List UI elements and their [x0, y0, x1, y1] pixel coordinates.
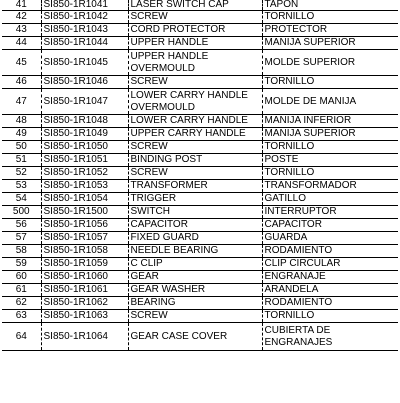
- description-spanish: MANIJA SUPERIOR: [262, 128, 398, 141]
- part-number: SI850-1R1052: [41, 167, 128, 180]
- description-english: TRANSFORMER: [128, 180, 262, 193]
- table-row: [2, 193, 398, 206]
- description-spanish: ARANDELA: [262, 284, 398, 297]
- item-number: 43: [2, 24, 41, 37]
- table-row: [2, 11, 398, 24]
- part-number: SI850-1R1047: [41, 89, 128, 115]
- table-row: [2, 180, 398, 193]
- part-number: SI850-1R1046: [41, 76, 128, 89]
- item-number: 57: [2, 232, 41, 245]
- part-number: SI850-1R1050: [41, 141, 128, 154]
- table-row: [2, 141, 398, 154]
- table-row: [2, 50, 398, 76]
- part-number: SI850-1R1045: [41, 50, 128, 76]
- description-spanish: GATILLO: [262, 193, 398, 206]
- part-number: SI850-1R1049: [41, 128, 128, 141]
- description-spanish: TORNILLO: [262, 310, 398, 323]
- part-number: SI850-1R1041: [41, 0, 128, 11]
- item-number: 60: [2, 271, 41, 284]
- item-number: 41: [2, 0, 41, 11]
- item-number: 52: [2, 167, 41, 180]
- description-spanish: MOLDE SUPERIOR: [262, 50, 398, 76]
- description-spanish: TAPON: [262, 0, 398, 11]
- item-number: 56: [2, 219, 41, 232]
- description-english: UPPER HANDLE OVERMOULD: [128, 50, 262, 76]
- description-english: GEAR CASE COVER: [128, 323, 262, 351]
- description-english: BINDING POST: [128, 154, 262, 167]
- part-number: SI850-1R1042: [41, 11, 128, 24]
- part-number: SI850-1R1044: [41, 37, 128, 50]
- description-english: SWITCH: [128, 206, 262, 219]
- part-number: SI850-1R1059: [41, 258, 128, 271]
- table-row: [2, 128, 398, 141]
- item-number: 44: [2, 37, 41, 50]
- description-spanish: TORNILLO: [262, 11, 398, 24]
- description-english: CAPACITOR: [128, 219, 262, 232]
- part-number: SI850-1R1051: [41, 154, 128, 167]
- description-spanish: POSTE: [262, 154, 398, 167]
- description-english: SCREW: [128, 167, 262, 180]
- part-number: SI850-1R1061: [41, 284, 128, 297]
- description-spanish: CAPACITOR: [262, 219, 398, 232]
- parts-table-body: [2, 0, 398, 351]
- table-row: [2, 310, 398, 323]
- item-number: 500: [2, 206, 41, 219]
- item-number: 53: [2, 180, 41, 193]
- table-row: [2, 24, 398, 37]
- part-number: SI850-1R1058: [41, 245, 128, 258]
- table-row: [2, 0, 398, 11]
- item-number: 63: [2, 310, 41, 323]
- description-english: SCREW: [128, 76, 262, 89]
- item-number: 58: [2, 245, 41, 258]
- description-english: LOWER CARRY HANDLE: [128, 115, 262, 128]
- item-number: 51: [2, 154, 41, 167]
- part-number: SI850-1R1048: [41, 115, 128, 128]
- description-spanish: TORNILLO: [262, 141, 398, 154]
- description-english: NEEDLE BEARING: [128, 245, 262, 258]
- description-english: TRIGGER: [128, 193, 262, 206]
- item-number: 49: [2, 128, 41, 141]
- description-spanish: MANIJA SUPERIOR: [262, 37, 398, 50]
- description-spanish: TORNILLO: [262, 167, 398, 180]
- table-row: [2, 206, 398, 219]
- part-number: SI850-1R1043: [41, 24, 128, 37]
- description-spanish: RODAMIENTO: [262, 297, 398, 310]
- item-number: 42: [2, 11, 41, 24]
- item-number: 47: [2, 89, 41, 115]
- description-english: LOWER CARRY HANDLE OVERMOULD: [128, 89, 262, 115]
- description-english: SCREW: [128, 141, 262, 154]
- part-number: SI850-1R1064: [41, 323, 128, 351]
- description-english: FIXED GUARD: [128, 232, 262, 245]
- part-number: SI850-1R1500: [41, 206, 128, 219]
- table-row: [2, 258, 398, 271]
- description-english: UPPER CARRY HANDLE: [128, 128, 262, 141]
- table-row: [2, 323, 398, 351]
- description-english: LASER SWITCH CAP: [128, 0, 262, 11]
- table-row: [2, 167, 398, 180]
- item-number: 46: [2, 76, 41, 89]
- item-number: 62: [2, 297, 41, 310]
- item-number: 45: [2, 50, 41, 76]
- table-row: [2, 89, 398, 115]
- description-spanish: MANIJA INFERIOR: [262, 115, 398, 128]
- item-number: 50: [2, 141, 41, 154]
- description-english: GEAR WASHER: [128, 284, 262, 297]
- item-number: 59: [2, 258, 41, 271]
- table-row: [2, 284, 398, 297]
- item-number: 61: [2, 284, 41, 297]
- description-spanish: TRANSFORMADOR: [262, 180, 398, 193]
- description-spanish: CLIP CIRCULAR: [262, 258, 398, 271]
- table-row: [2, 154, 398, 167]
- description-spanish: CUBIERTA DE ENGRANAJES: [262, 323, 398, 351]
- table-row: [2, 76, 398, 89]
- description-spanish: GUARDA: [262, 232, 398, 245]
- description-english: UPPER HANDLE: [128, 37, 262, 50]
- description-english: GEAR: [128, 271, 262, 284]
- description-spanish: PROTECTOR: [262, 24, 398, 37]
- table-row: [2, 245, 398, 258]
- description-english: BEARING: [128, 297, 262, 310]
- description-spanish: MOLDE DE MANIJA: [262, 89, 398, 115]
- item-number: 48: [2, 115, 41, 128]
- item-number: 54: [2, 193, 41, 206]
- part-number: SI850-1R1062: [41, 297, 128, 310]
- description-english: SCREW: [128, 310, 262, 323]
- description-spanish: ENGRANAJE: [262, 271, 398, 284]
- part-number: SI850-1R1053: [41, 180, 128, 193]
- table-row: [2, 219, 398, 232]
- description-spanish: RODAMIENTO: [262, 245, 398, 258]
- table-row: [2, 115, 398, 128]
- part-number: SI850-1R1063: [41, 310, 128, 323]
- item-number: 64: [2, 323, 41, 351]
- part-number: SI850-1R1057: [41, 232, 128, 245]
- description-english: CORD PROTECTOR: [128, 24, 262, 37]
- description-english: SCREW: [128, 11, 262, 24]
- part-number: SI850-1R1060: [41, 271, 128, 284]
- part-number: SI850-1R1056: [41, 219, 128, 232]
- table-row: [2, 232, 398, 245]
- description-english: C CLIP: [128, 258, 262, 271]
- part-number: SI850-1R1054: [41, 193, 128, 206]
- description-spanish: TORNILLO: [262, 76, 398, 89]
- table-row: [2, 271, 398, 284]
- parts-table: [2, 0, 398, 351]
- table-row: [2, 37, 398, 50]
- table-row: [2, 297, 398, 310]
- description-spanish: INTERRUPTOR: [262, 206, 398, 219]
